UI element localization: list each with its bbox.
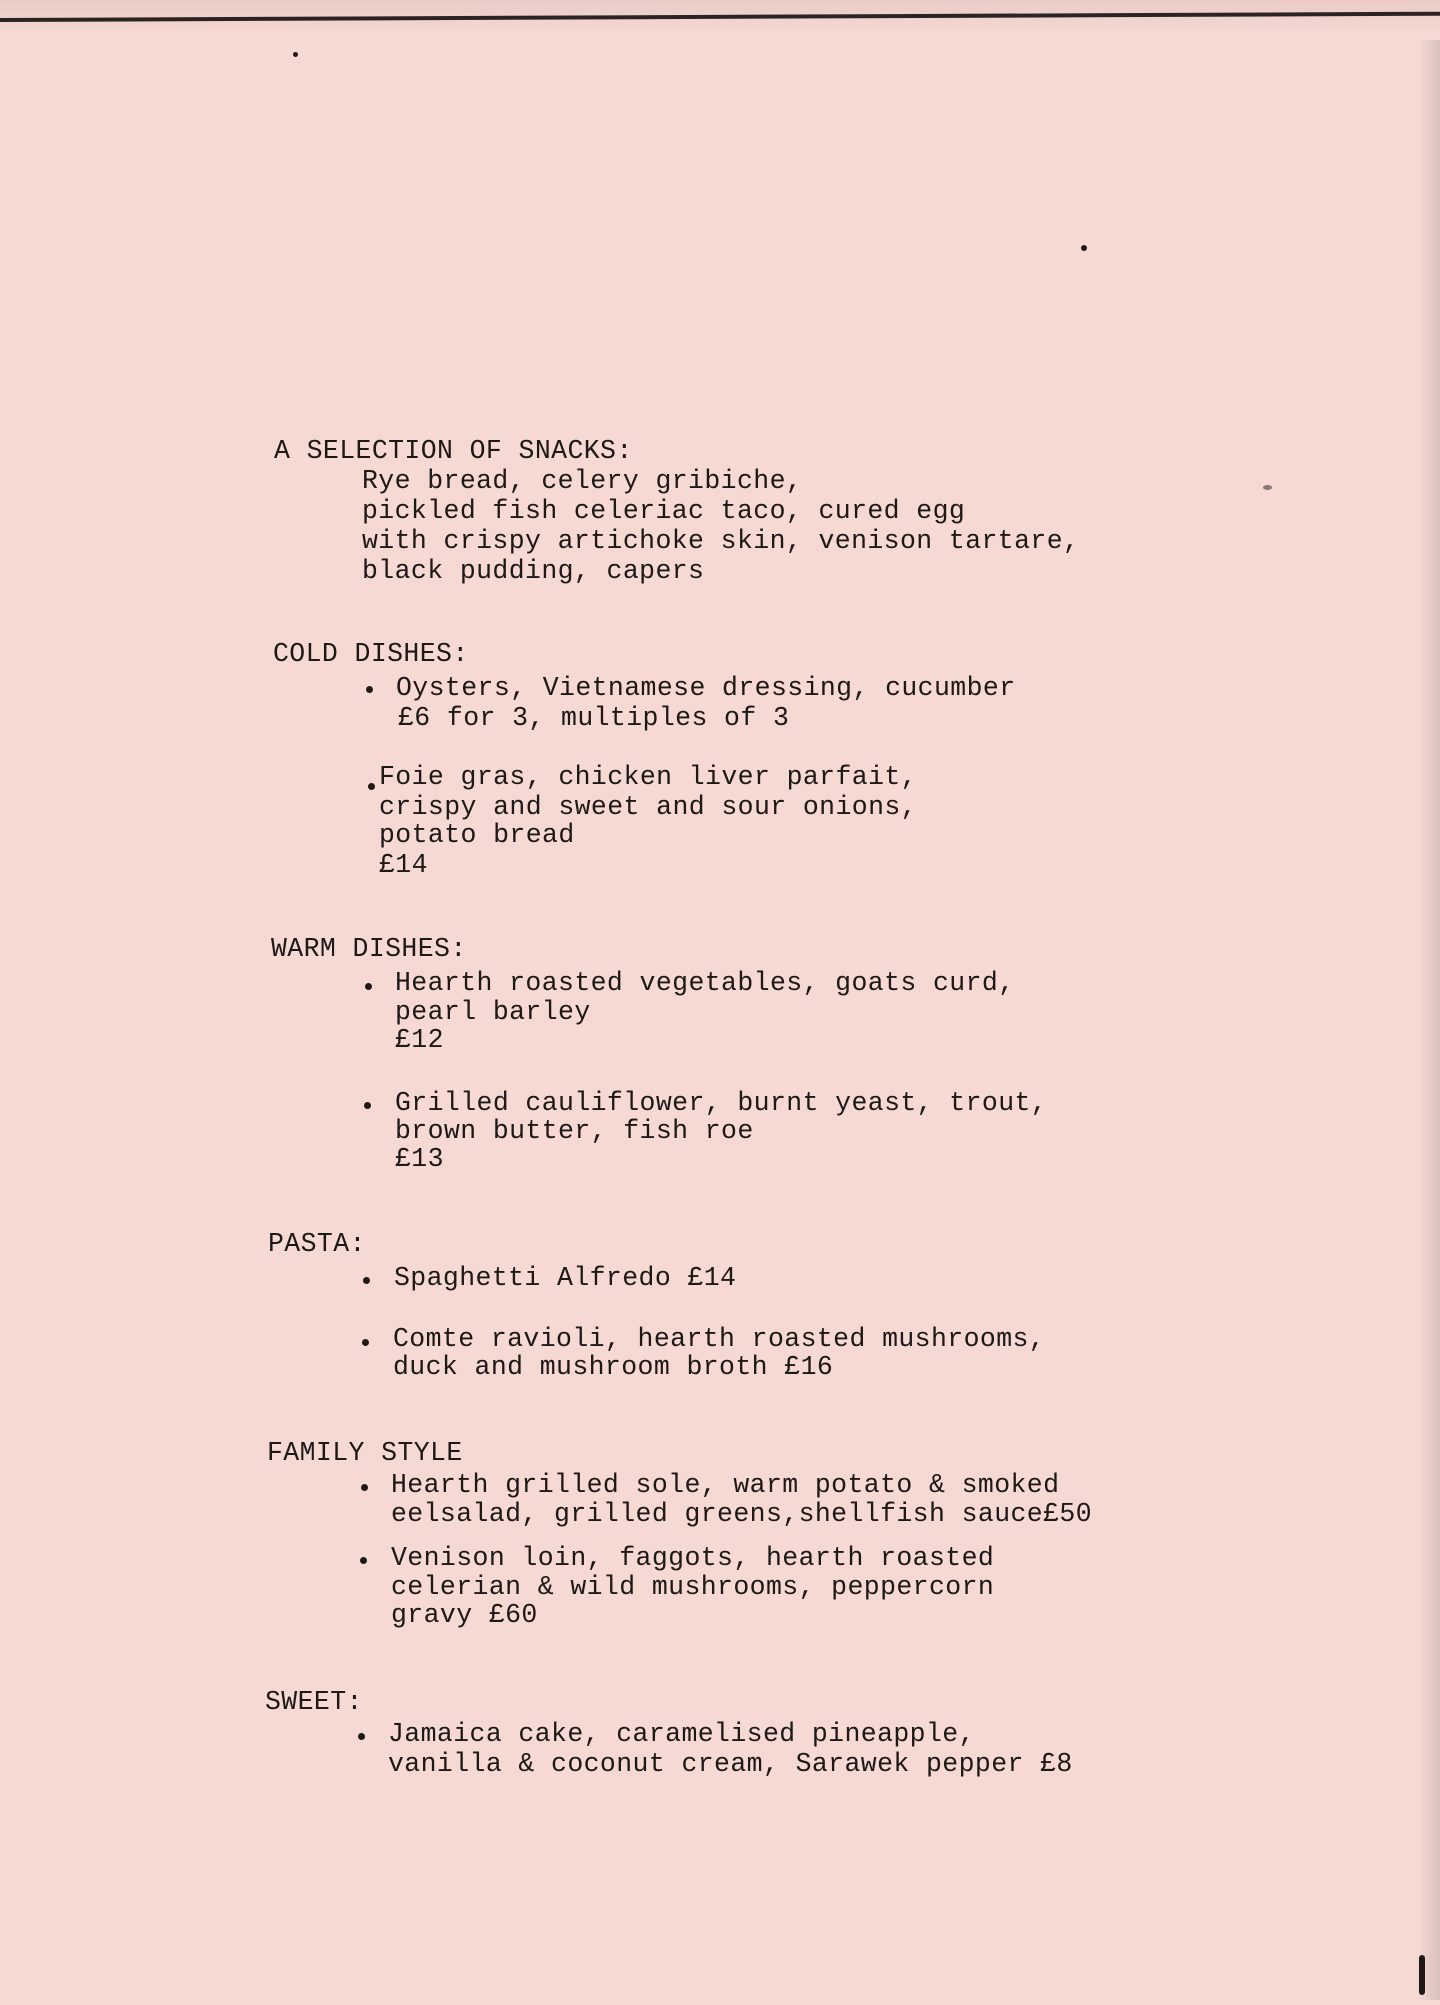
snacks-line: with crispy artichoke skin, venison tartare, [362, 526, 1080, 556]
section-heading-family-style: FAMILY STYLE [267, 1438, 463, 1468]
bullet-icon [361, 1484, 368, 1491]
menu-item-line: duck and mushroom broth £16 [393, 1352, 834, 1382]
menu-item-line: Comte ravioli, hearth roasted mushrooms, [393, 1324, 1046, 1354]
section-heading-warm: WARM DISHES: [271, 934, 467, 964]
section-heading-snacks: A SELECTION OF SNACKS: [274, 436, 633, 466]
menu-item-line: crispy and sweet and sour onions, [379, 792, 917, 822]
bullet-icon [368, 783, 375, 790]
bullet-icon [364, 1102, 371, 1109]
bullet-icon [366, 686, 373, 693]
bullet-icon [365, 983, 372, 990]
bullet-icon [360, 1557, 367, 1564]
menu-item-line: vanilla & coconut cream, Sarawek pepper £8 [388, 1749, 1073, 1779]
menu-item-line: £12 [395, 1025, 444, 1055]
snacks-line: Rye bread, celery gribiche, [362, 466, 803, 496]
bullet-icon [358, 1733, 365, 1740]
snacks-line: black pudding, capers [362, 556, 705, 586]
menu-item-line: £13 [395, 1144, 444, 1174]
section-heading-sweet: SWEET: [265, 1687, 363, 1717]
section-heading-cold: COLD DISHES: [273, 639, 469, 669]
menu-item-line: Spaghetti Alfredo £14 [394, 1263, 737, 1293]
snacks-line: pickled fish celeriac taco, cured egg [362, 496, 966, 526]
menu-item-line: celerian & wild mushrooms, peppercorn [391, 1572, 995, 1602]
ink-speck [1081, 245, 1087, 251]
ink-speck [293, 52, 298, 57]
menu-item-line: Venison loin, faggots, hearth roasted [391, 1543, 995, 1573]
menu-item-line: Foie gras, chicken liver parfait, [379, 762, 917, 792]
menu-item-line: gravy £60 [391, 1600, 538, 1630]
paper-right-edge [1418, 40, 1440, 2000]
menu-item-line: £6 for 3, multiples of 3 [398, 703, 790, 733]
menu-item-line: Hearth roasted vegetables, goats curd, [395, 968, 1015, 998]
bullet-icon [362, 1339, 369, 1346]
ink-speck [1263, 485, 1272, 490]
menu-item-line: Grilled cauliflower, burnt yeast, trout, [395, 1088, 1048, 1118]
section-heading-pasta: PASTA: [268, 1229, 366, 1259]
menu-item-line: pearl barley [395, 997, 591, 1027]
menu-item-line: Hearth grilled sole, warm potato & smoked [391, 1470, 1060, 1500]
menu-item-line: potato bread [379, 820, 575, 850]
menu-item-line: brown butter, fish roe [395, 1116, 754, 1146]
menu-item-line: Jamaica cake, caramelised pineapple, [388, 1719, 975, 1749]
bullet-icon [363, 1277, 370, 1284]
ink-speck [1419, 1955, 1425, 1995]
menu-item-line: Oysters, Vietnamese dressing, cucumber [396, 673, 1016, 703]
menu-item-line: £14 [379, 850, 428, 880]
menu-item-line: eelsalad, grilled greens,shellfish sauce£50 [391, 1499, 1093, 1529]
